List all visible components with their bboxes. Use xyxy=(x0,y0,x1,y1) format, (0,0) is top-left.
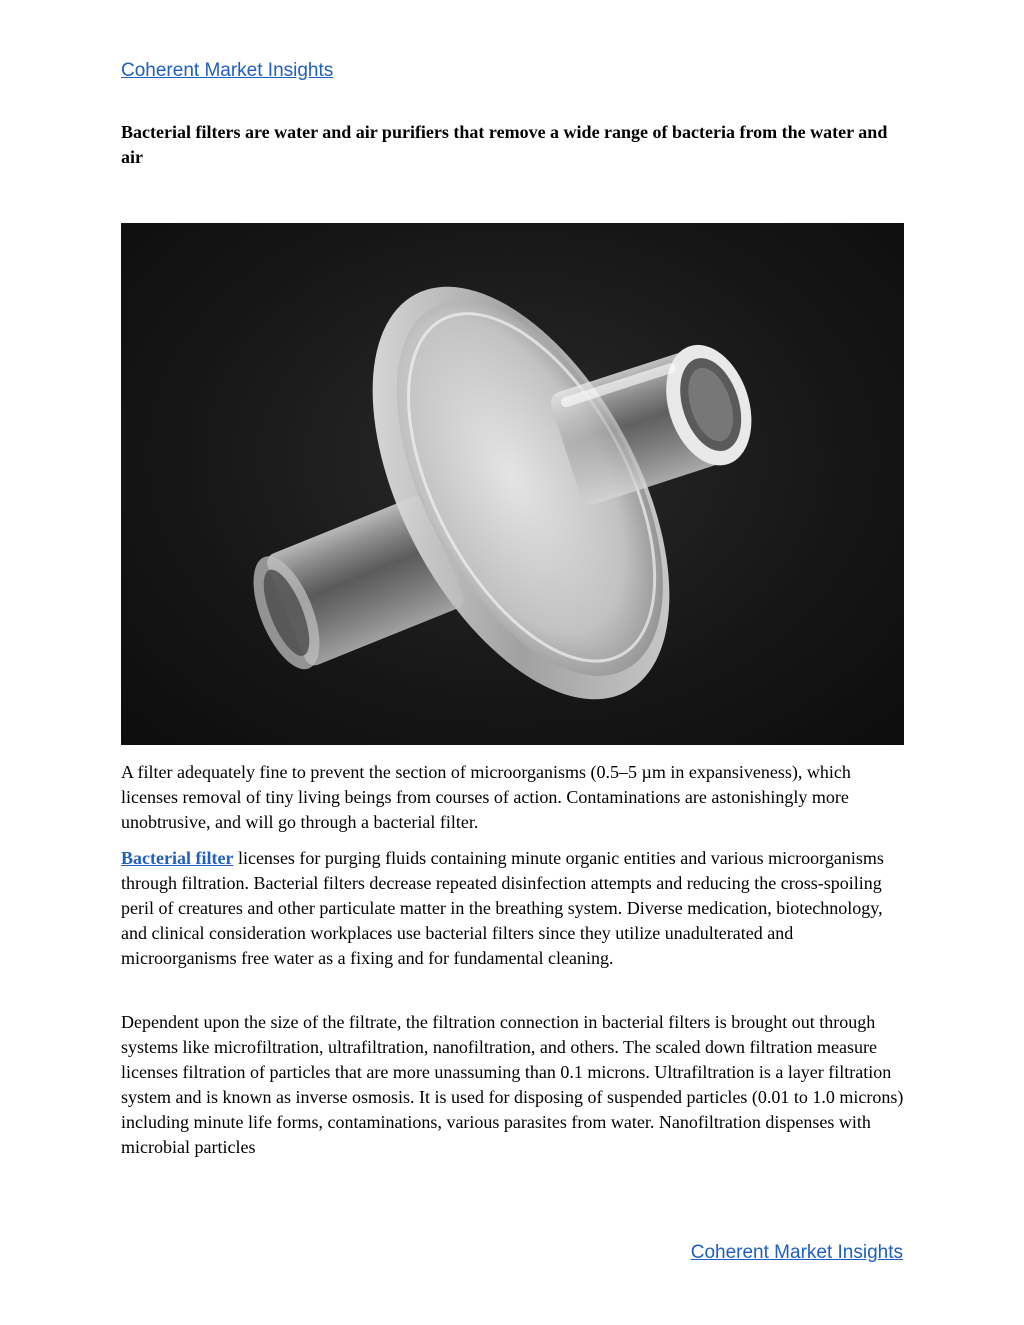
paragraph-filtration-types: Dependent upon the size of the filtrate, the filtration connection in bacterial filters is brought out through systems like microfiltration, ultrafiltration, nanofiltration, and others. The scaled down filtration measure licenses filtration of particles that are more unassuming than 0.1 microns. Ultrafiltration is a layer filtration system and is known as inverse osmosis. It is used for disposing of suspended particles (0.01 to 1.0 microns) including minute life forms, contaminations, various parasites from water. Nanofiltration dispenses with microbial particles xyxy=(121,1012,904,1157)
bacterial-filter-photo xyxy=(121,223,904,745)
bacterial-filter-link[interactable]: Bacterial filter xyxy=(121,848,234,868)
header-brand-link[interactable]: Coherent Market Insights xyxy=(121,60,334,81)
paragraph-bacterial-filter-text: licenses for purging fluids containing minute organic entities and various microorganisms through filtration. Bacterial filters decrease repeated disinfection attempts and reducing the cross-spoiling peril of creatures and other particulate matter in the breathing system. Diverse medication, biotechnology, and clinical consideration workplaces use bacterial filters since they utilize unadulterated and microorganisms free water as a fixing and for fundamental cleaning. xyxy=(121,848,884,968)
article-headline: Bacterial filters are water and air purifiers that remove a wide range of bacteria from the water and air xyxy=(121,122,888,167)
paragraph-bacterial-filter xyxy=(121,846,911,971)
footer-brand-link[interactable]: Coherent Market Insights xyxy=(690,1242,903,1263)
bacterial-filter-illustration xyxy=(121,223,904,745)
paragraph-microorganisms: A filter adequately fine to prevent the section of microorganisms (0.5–5 µm in expansiveness), which licenses removal of tiny living beings from courses of action. Contaminations are astonishingly more unobtrusive, and will go through a bacterial filter. xyxy=(121,762,851,832)
